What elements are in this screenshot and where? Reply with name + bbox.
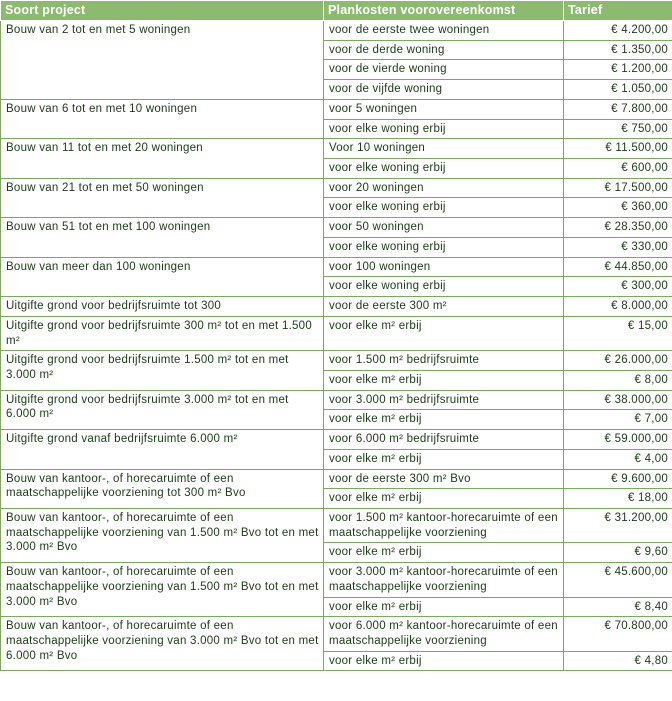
plankosten-cell: voor 3.000 m² bedrijfsruimte	[324, 390, 564, 410]
plankosten-cell: voor 6.000 m² kantoor-horecaruimte of een maatschappelijke voorziening	[324, 617, 564, 651]
plankosten-cell: voor de vierde woning	[324, 60, 564, 80]
tarief-cell: € 28.350,00	[564, 218, 672, 238]
plankosten-cell: voor elke woning erbij	[324, 237, 564, 257]
project-cell: Bouw van 21 tot en met 50 woningen	[1, 178, 324, 217]
plankosten-cell: Voor 10 woningen	[324, 139, 564, 159]
plankosten-cell: voor de derde woning	[324, 40, 564, 60]
tarief-cell: € 7,00	[564, 410, 672, 430]
tarief-cell: € 300,00	[564, 277, 672, 297]
table-row	[1, 21, 672, 41]
tarief-cell: € 1.200,00	[564, 60, 672, 80]
plankosten-cell: voor 50 woningen	[324, 218, 564, 238]
tarief-cell: € 59.000,00	[564, 430, 672, 450]
plankosten-cell: voor elke m² erbij	[324, 449, 564, 469]
project-cell: Bouw van kantoor-, of horecaruimte of een maatschappelijke voorziening tot 300 m² Bvo	[1, 469, 324, 508]
tarief-cell: € 360,00	[564, 198, 672, 218]
plankosten-cell: voor de vijfde woning	[324, 80, 564, 100]
tarief-cell: € 1.050,00	[564, 80, 672, 100]
project-cell: Bouw van 6 tot en met 10 woningen	[1, 99, 324, 138]
plankosten-cell: voor elke m² erbij	[324, 543, 564, 563]
plankosten-cell: voor 1.500 m² bedrijfsruimte	[324, 351, 564, 371]
plankosten-cell: voor elke m² erbij	[324, 597, 564, 617]
tarief-cell: € 7.800,00	[564, 99, 672, 119]
plankosten-cell: voor elke m² erbij	[324, 316, 564, 350]
project-cell: Uitgifte grond voor bedrijfsruimte 3.000 m² tot en met 6.000 m²	[1, 390, 324, 429]
column-header-tarief: Tarief	[564, 1, 672, 21]
table-row	[1, 218, 672, 238]
table-row	[1, 139, 672, 159]
table-row	[1, 430, 672, 450]
plankosten-cell: voor elke m² erbij	[324, 410, 564, 430]
tarief-cell: € 4,00	[564, 449, 672, 469]
tarief-cell: € 600,00	[564, 159, 672, 179]
project-cell: Uitgifte grond voor bedrijfsruimte 1.500 m² tot en met 3.000 m²	[1, 351, 324, 390]
tarief-cell: € 4.200,00	[564, 21, 672, 41]
tarief-cell: € 31.200,00	[564, 508, 672, 542]
tarief-cell: € 17.500,00	[564, 178, 672, 198]
plankosten-cell: voor elke woning erbij	[324, 119, 564, 139]
plankosten-cell: voor 20 woningen	[324, 178, 564, 198]
tarief-cell: € 750,00	[564, 119, 672, 139]
tarief-cell: € 8,00	[564, 370, 672, 390]
project-cell: Bouw van kantoor-, of horecaruimte of een maatschappelijke voorziening van 1.500 m² Bvo tot en met 3.000 m² Bvo	[1, 508, 324, 562]
table-row	[1, 508, 672, 542]
tarief-cell: € 9,60	[564, 543, 672, 563]
table-row	[1, 257, 672, 277]
plankosten-cell: voor elke m² erbij	[324, 370, 564, 390]
column-header-plankosten: Plankosten voorovereenkomst	[324, 1, 564, 21]
project-cell: Bouw van 2 tot en met 5 woningen	[1, 21, 324, 100]
project-cell: Bouw van kantoor-, of horecaruimte of een maatschappelijke voorziening van 3.000 m² Bvo tot en met 6.000 m² Bvo	[1, 617, 324, 671]
plankosten-cell: voor elke woning erbij	[324, 277, 564, 297]
plankosten-cell: voor 100 woningen	[324, 257, 564, 277]
tarief-cell: € 44.850,00	[564, 257, 672, 277]
table-header-row	[1, 1, 672, 21]
tarief-cell: € 15,00	[564, 316, 672, 350]
table-row	[1, 178, 672, 198]
project-cell: Uitgifte grond voor bedrijfsruimte tot 300	[1, 297, 324, 317]
project-cell: Bouw van 51 tot en met 100 woningen	[1, 218, 324, 257]
tarief-cell: € 38.000,00	[564, 390, 672, 410]
plankosten-cell: voor 1.500 m² kantoor-horecaruimte of een maatschappelijke voorziening	[324, 508, 564, 542]
plankosten-cell: voor de eerste 300 m² Bvo	[324, 469, 564, 489]
table-row	[1, 617, 672, 651]
tarief-cell: € 18,00	[564, 489, 672, 509]
plankosten-cell: voor elke m² erbij	[324, 489, 564, 509]
table-body	[1, 21, 672, 671]
project-cell: Bouw van 11 tot en met 20 woningen	[1, 139, 324, 178]
table-row	[1, 297, 672, 317]
column-header-project: Soort project	[1, 1, 324, 21]
tarief-cell: € 9.600,00	[564, 469, 672, 489]
table-row	[1, 469, 672, 489]
plankosten-cell: voor elke woning erbij	[324, 159, 564, 179]
tarief-cell: € 45.600,00	[564, 563, 672, 597]
tarief-cell: € 4,80	[564, 651, 672, 671]
project-cell: Uitgifte grond voor bedrijfsruimte 300 m² tot en met 1.500 m²	[1, 316, 324, 350]
project-cell: Bouw van kantoor-, of horecaruimte of een maatschappelijke voorziening van 1.500 m² Bvo tot en met 3.000 m² Bvo	[1, 563, 324, 617]
table-row	[1, 351, 672, 371]
table-row	[1, 99, 672, 119]
project-cell: Bouw van meer dan 100 woningen	[1, 257, 324, 296]
table-row	[1, 390, 672, 410]
table-row	[1, 316, 672, 350]
plankosten-cell: voor 6.000 m² bedrijfsruimte	[324, 430, 564, 450]
tarief-cell: € 11.500,00	[564, 139, 672, 159]
plankosten-cell: voor 3.000 m² kantoor-horecaruimte of een maatschappelijke voorziening	[324, 563, 564, 597]
plankosten-cell: voor de eerste 300 m²	[324, 297, 564, 317]
tarief-cell: € 8,40	[564, 597, 672, 617]
tarief-cell: € 26.000,00	[564, 351, 672, 371]
plankosten-cell: voor de eerste twee woningen	[324, 21, 564, 41]
table-row	[1, 563, 672, 597]
project-cell: Uitgifte grond vanaf bedrijfsruimte 6.000 m²	[1, 430, 324, 469]
plankosten-cell: voor elke m² erbij	[324, 651, 564, 671]
plankosten-cell: voor 5 woningen	[324, 99, 564, 119]
tarief-cell: € 8.000,00	[564, 297, 672, 317]
plankosten-cell: voor elke woning erbij	[324, 198, 564, 218]
tarief-cell: € 70.800,00	[564, 617, 672, 651]
tarief-cell: € 1.350,00	[564, 40, 672, 60]
tarief-cell: € 330,00	[564, 237, 672, 257]
